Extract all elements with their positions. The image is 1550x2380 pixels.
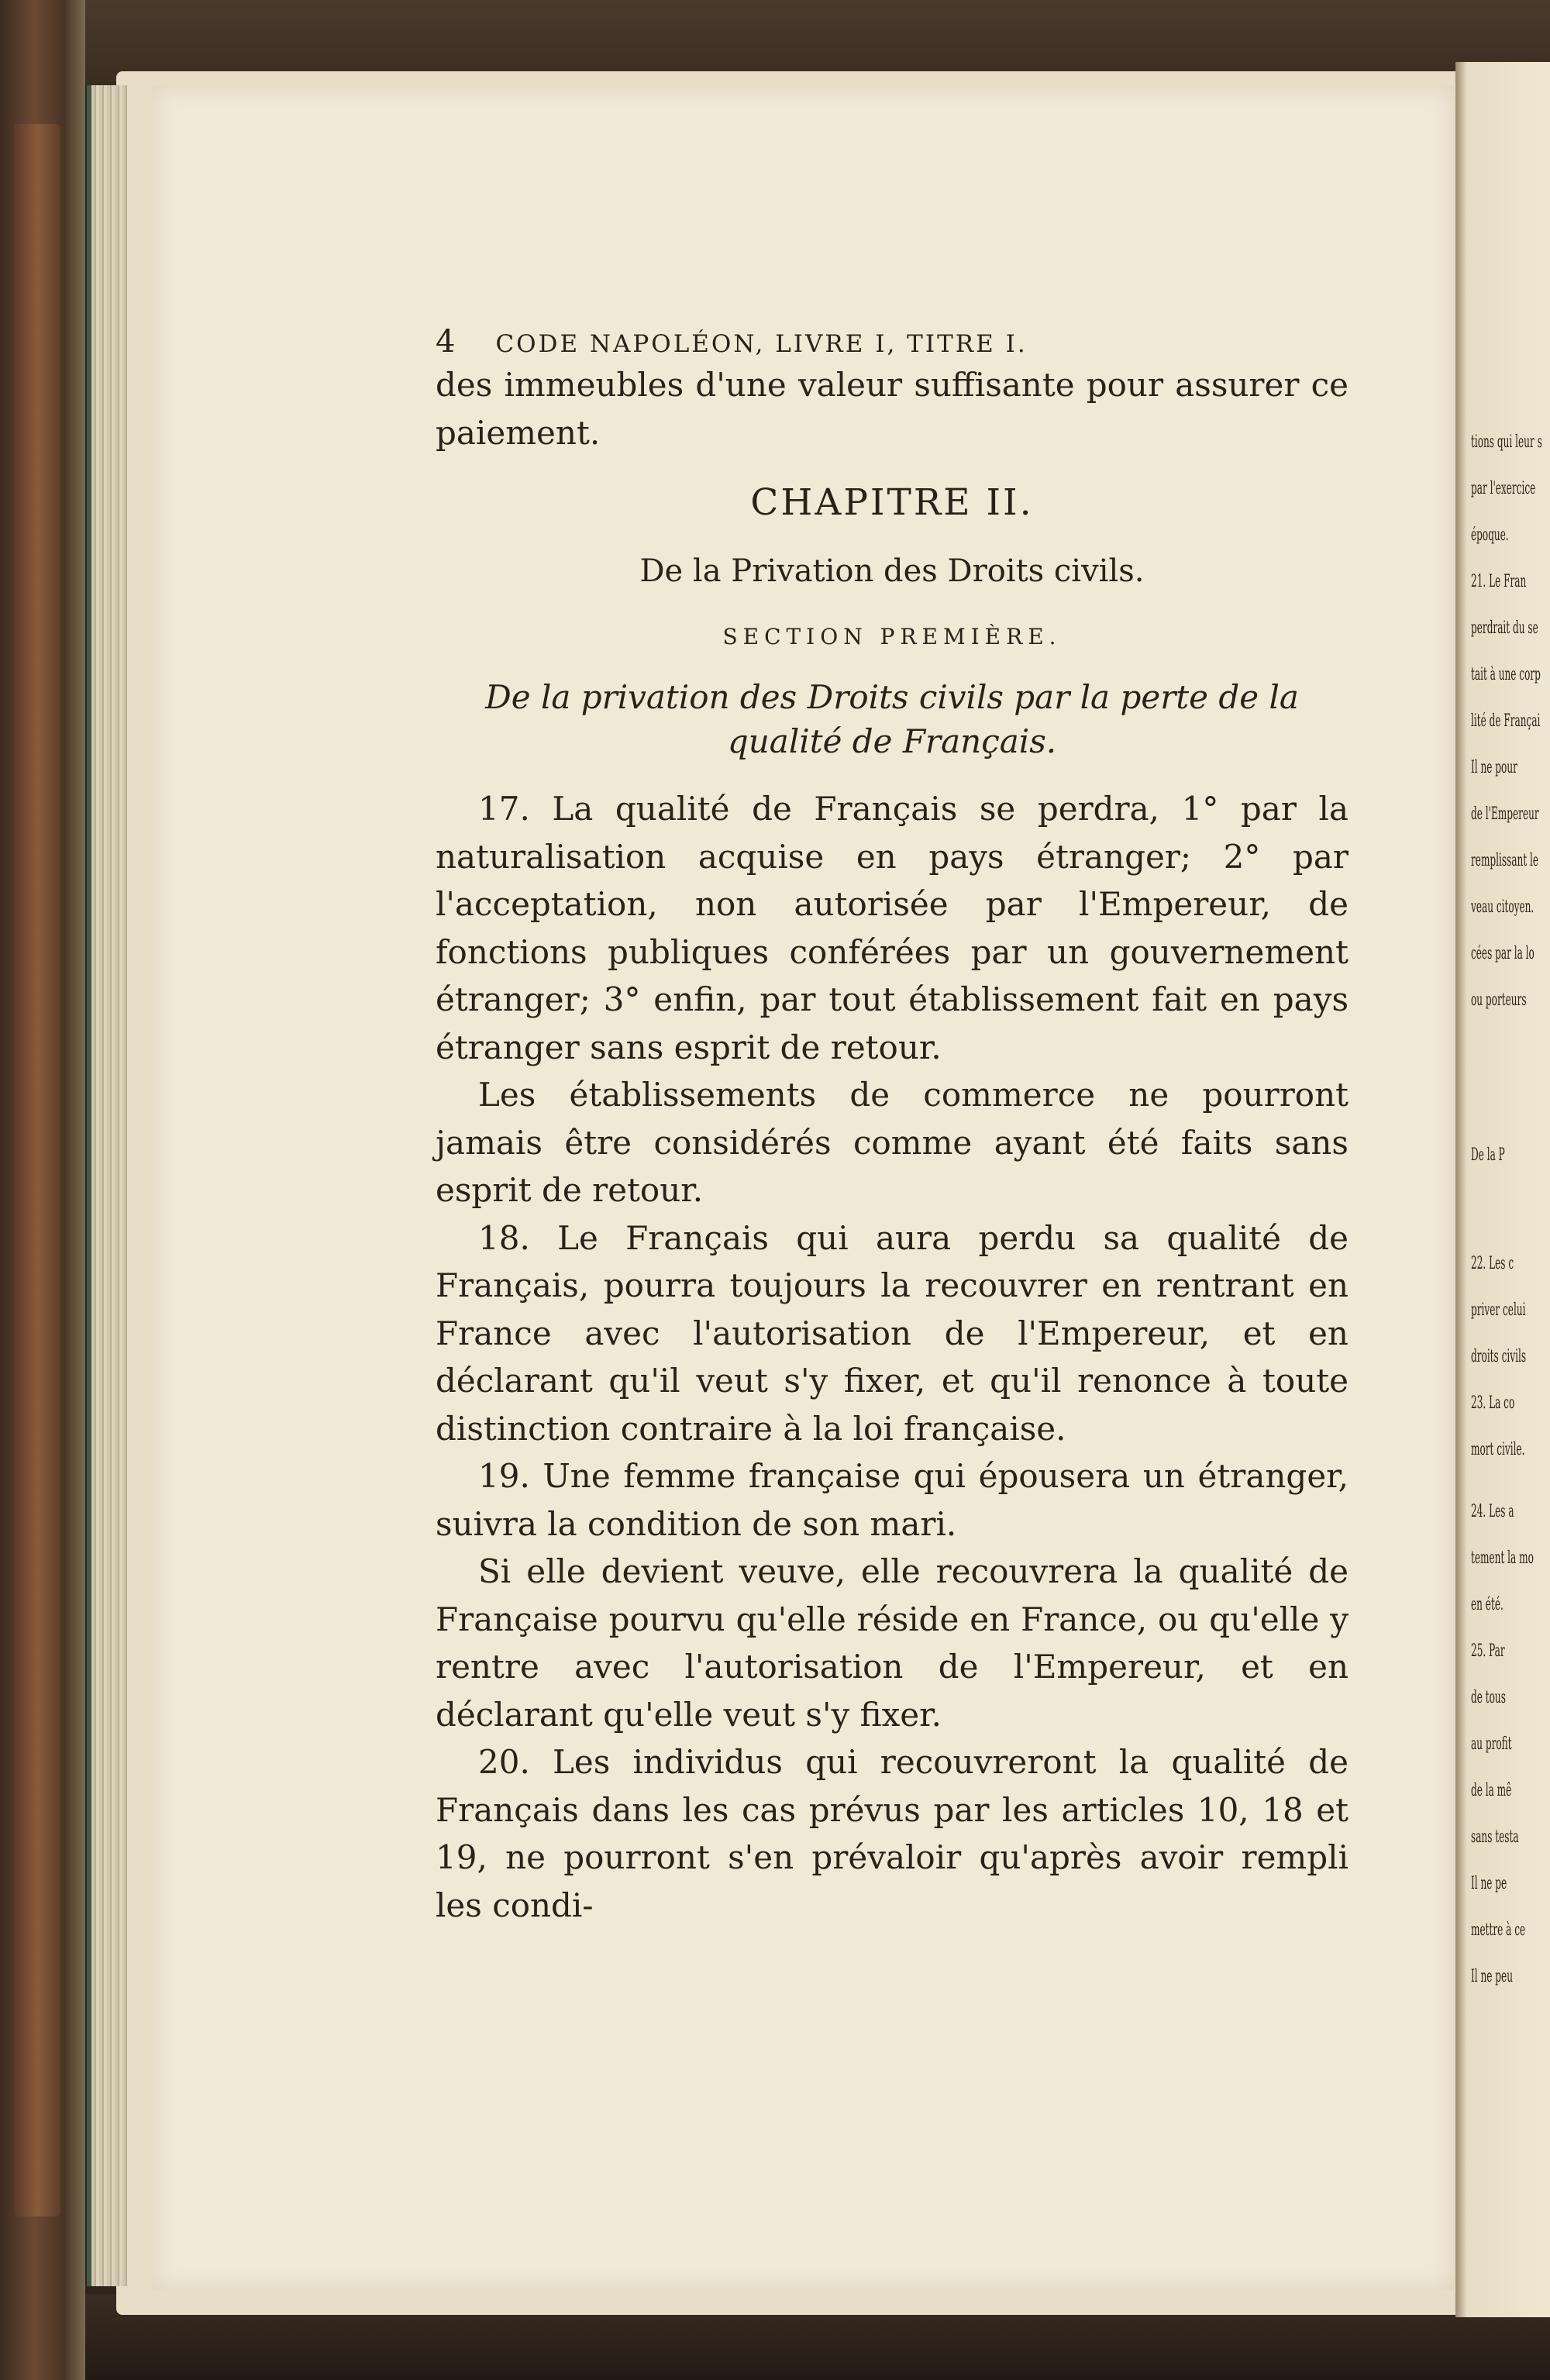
facing-page-fragment: ou porteurs	[1471, 990, 1527, 1010]
section-title-line-2: qualité de Français.	[727, 722, 1057, 760]
facing-page-fragment: perdrait du se	[1471, 618, 1538, 638]
article-17: 17. La qualité de Français se perdra, 1° par la naturalisation acquise en pays étranger; 2° par l'acceptation, non autorisée par l'Empereur, de fonctions publiques conférées par un gouvernement étranger; 3° enfin, par tout établissement fait en pays étranger sans esprit de retour.	[436, 790, 1348, 1066]
facing-page-fragment: remplissant le	[1471, 851, 1539, 870]
facing-page-fragment: époque.	[1471, 525, 1509, 545]
section-title	[436, 675, 1348, 763]
continuation-paragraph: des immeubles d'une valeur suffisante pour assurer ce paiement.	[436, 366, 1348, 452]
facing-page-fragment: droits civils	[1471, 1347, 1527, 1366]
facing-page-fragment: de la mê	[1471, 1781, 1512, 1800]
section-heading: SECTION PREMIÈRE.	[722, 624, 1062, 649]
facing-page-fragment: 24. Les a	[1471, 1502, 1514, 1521]
facing-page-fragment: 25. Par	[1471, 1641, 1505, 1661]
article-19: 19. Une femme française qui épousera un étranger, suivra la condition de son mari.	[436, 1457, 1348, 1543]
facing-page-fragment: Il ne pe	[1471, 1874, 1507, 1893]
article-17-paragraph-2: Les établissements de commerce ne pourront jamais être considérés comme ayant été faits sans esprit de retour.	[436, 1076, 1348, 1209]
facing-page-fragment: veau citoyen.	[1471, 897, 1534, 917]
facing-page-fragment: mettre à ce	[1471, 1920, 1526, 1940]
facing-page-fragment: par l'exercice	[1471, 479, 1536, 498]
facing-page-fragment: cées par la lo	[1471, 944, 1534, 963]
facing-page-edge	[1455, 62, 1550, 2317]
facing-page-fragment: De la P	[1471, 1145, 1505, 1165]
page-text-block	[436, 324, 1348, 1929]
facing-page-fragment: de l'Empereur	[1471, 804, 1539, 824]
chapter-heading: CHAPITRE II.	[750, 481, 1034, 524]
facing-page-fragment: en été.	[1471, 1595, 1504, 1614]
facing-page-fragment: au profit	[1471, 1734, 1512, 1754]
article-18: 18. Le Français qui aura perdu sa qualité de Français, pourra toujours la recouvrer en rentrant en France avec l'autorisation de l'Empereur, et en déclarant qu'il veut s'y fixer, et qu'il renonce à toute distinction contraire à la loi française.	[436, 1218, 1348, 1448]
facing-page-fragment: 22. Les c	[1471, 1254, 1514, 1273]
page-number: 4	[436, 324, 456, 360]
chapter-subtitle: De la Privation des Droits civils.	[639, 553, 1145, 589]
running-head	[436, 324, 1348, 360]
facing-page-fragment: 21. Le Fran	[1471, 572, 1527, 591]
facing-page-fragment: de tous	[1471, 1688, 1506, 1707]
page-edges	[87, 85, 127, 2286]
article-19-paragraph-2: Si elle devient veuve, elle recouvrera la qualité de Française pourvu qu'elle réside en France, ou qu'elle y rentre avec l'autorisation de l'Empereur, et en déclarant qu'elle veut s'y fixer.	[436, 1552, 1348, 1734]
facing-page-fragment: tions qui leur s	[1471, 432, 1542, 452]
section-title-line-1: De la privation des Droits civils par la perte de la	[485, 678, 1299, 716]
book-spine	[0, 0, 85, 2380]
facing-page-fragment: mort civile.	[1471, 1440, 1525, 1459]
spine-leather	[14, 124, 60, 2216]
facing-page-fragment: Il ne peu	[1471, 1967, 1514, 1986]
facing-page-fragment: priver celui	[1471, 1300, 1526, 1320]
facing-page-fragment: lité de Françai	[1471, 711, 1541, 731]
facing-page-fragment: Il ne pour	[1471, 758, 1517, 777]
facing-page-fragment: 23. La co	[1471, 1393, 1515, 1413]
running-head-title: CODE NAPOLÉON, LIVRE I, TITRE I.	[495, 330, 1028, 358]
article-20: 20. Les individus qui recouvreront la qualité de Français dans les cas prévus par les articles 10, 18 et 19, ne pourront s'en prévaloir qu'après avoir rempli les condi-	[436, 1743, 1348, 1924]
facing-page-fragment: sans testa	[1471, 1827, 1519, 1847]
facing-page-fragment: tement la mo	[1471, 1548, 1534, 1568]
facing-page-fragment: tait à une corp	[1471, 665, 1541, 684]
